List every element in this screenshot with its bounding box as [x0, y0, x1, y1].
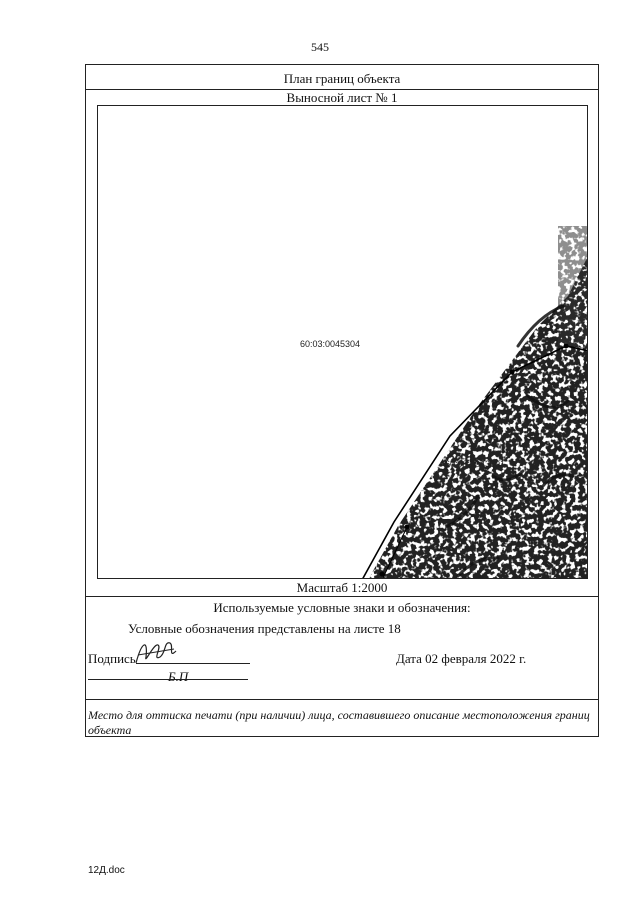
divider: [86, 699, 598, 700]
boundary-plan-frame: [85, 64, 599, 737]
page-number: 545: [311, 40, 329, 54]
signature-label: Подпись: [88, 651, 136, 666]
map-area: [97, 105, 588, 579]
map-scale: Масштаб 1:2000: [296, 580, 388, 595]
terrain-texture-upper: [558, 226, 588, 346]
plan-subtitle: Выносной лист № 1: [286, 90, 398, 105]
parcel-label-2: 60:03:0043601: [445, 459, 506, 469]
point-label: н2: [409, 523, 419, 533]
boundary-point: [510, 370, 515, 375]
plan-title: План границ объекта: [283, 71, 401, 86]
parcel-label-1: 60:03:0045304: [300, 339, 361, 349]
boundary-point: [380, 572, 385, 577]
signature-initials: Б.П: [168, 669, 189, 684]
legend-title: Используемые условные знаки и обозначения:: [213, 600, 471, 615]
initials-line: [88, 679, 248, 680]
footer-filename: 12Д.doc: [88, 865, 125, 876]
legend-note: Условные обозначения представлены на листе 18: [128, 621, 401, 636]
divider: [86, 596, 598, 597]
stamp-note: Место для оттиска печати (при наличии) лица, составившего описание местоположения границ объекта: [88, 708, 590, 737]
signature-date: Дата 02 февраля 2022 г.: [396, 651, 527, 666]
boundary-point: [564, 344, 569, 349]
signature-line: [136, 663, 250, 664]
